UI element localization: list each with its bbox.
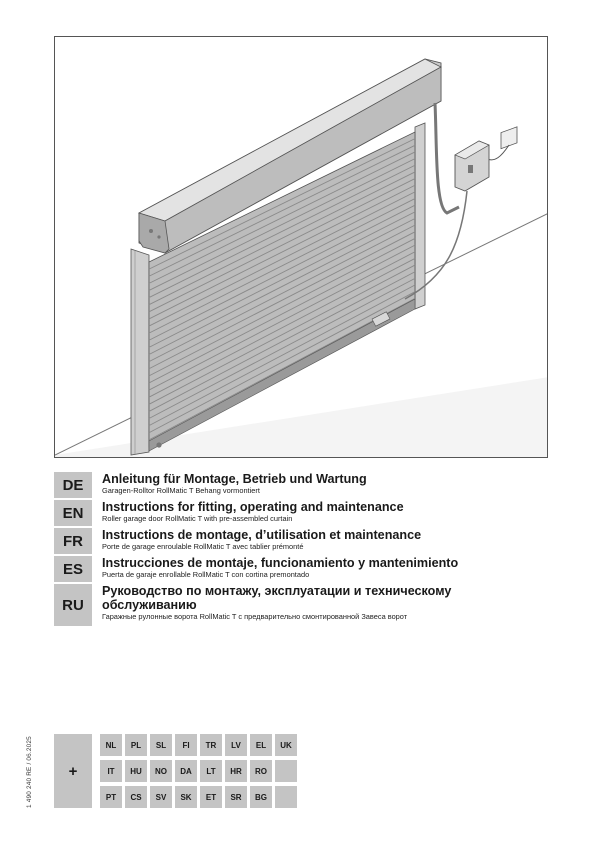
lang-cell: SV <box>150 786 172 808</box>
lang-cell: NO <box>150 760 172 782</box>
title-fr: Instructions de montage, d’utilisation et maintenance <box>102 528 422 542</box>
lang-cell: NL <box>100 734 122 756</box>
lang-cell-empty <box>275 760 297 782</box>
lang-cell: BG <box>250 786 272 808</box>
lang-cell: LT <box>200 760 222 782</box>
subtitle-de: Garagen-Rolltor RollMatic T Behang vormontiert <box>102 486 260 495</box>
lang-cell: IT <box>100 760 122 782</box>
title-de: Anleitung für Montage, Betrieb und Wartung <box>102 472 367 486</box>
lang-cell: PT <box>100 786 122 808</box>
title-es: Instrucciones de montaje, funcionamiento y mantenimiento <box>102 556 459 570</box>
lang-cell: RO <box>250 760 272 782</box>
lang-code-en: EN <box>54 500 92 526</box>
lang-code-ru: RU <box>54 584 92 626</box>
subtitle-fr: Porte de garage enroulable RollMatic T avec tablier prémonté <box>102 542 304 551</box>
lang-cell: FI <box>175 734 197 756</box>
lang-cell: TR <box>200 734 222 756</box>
lang-code-fr: FR <box>54 528 92 554</box>
lang-cell: LV <box>225 734 247 756</box>
subtitle-en: Roller garage door RollMatic T with pre-assembled curtain <box>102 514 293 523</box>
lang-cell: SL <box>150 734 172 756</box>
lang-cell: SK <box>175 786 197 808</box>
lang-cell: EL <box>250 734 272 756</box>
subtitle-ru: Гаражные рулонные ворота RollMatic T с предварительно смонтированной Завеса ворот <box>102 612 408 621</box>
lang-cell: UK <box>275 734 297 756</box>
lang-cell: DA <box>175 760 197 782</box>
lang-cell: HR <box>225 760 247 782</box>
lang-cell: CS <box>125 786 147 808</box>
lang-cell: ET <box>200 786 222 808</box>
product-illustration <box>54 36 548 458</box>
document-number: 1 490 240 RE / 06.2025 <box>26 736 33 808</box>
lang-cell: SR <box>225 786 247 808</box>
title-en: Instructions for fitting, operating and maintenance <box>102 500 404 514</box>
title-ru: Руководство по монтажу, эксплуатации и техническому обслуживанию <box>102 584 452 612</box>
subtitle-es: Puerta de garaje enrollable RollMatic T con cortina premontado <box>102 570 310 579</box>
more-languages-grid <box>100 734 297 808</box>
lang-code-de: DE <box>54 472 92 498</box>
lang-cell-empty <box>275 786 297 808</box>
lang-cell: PL <box>125 734 147 756</box>
lang-code-es: ES <box>54 556 92 582</box>
more-languages-plus: + <box>54 734 92 808</box>
lang-cell: HU <box>125 760 147 782</box>
